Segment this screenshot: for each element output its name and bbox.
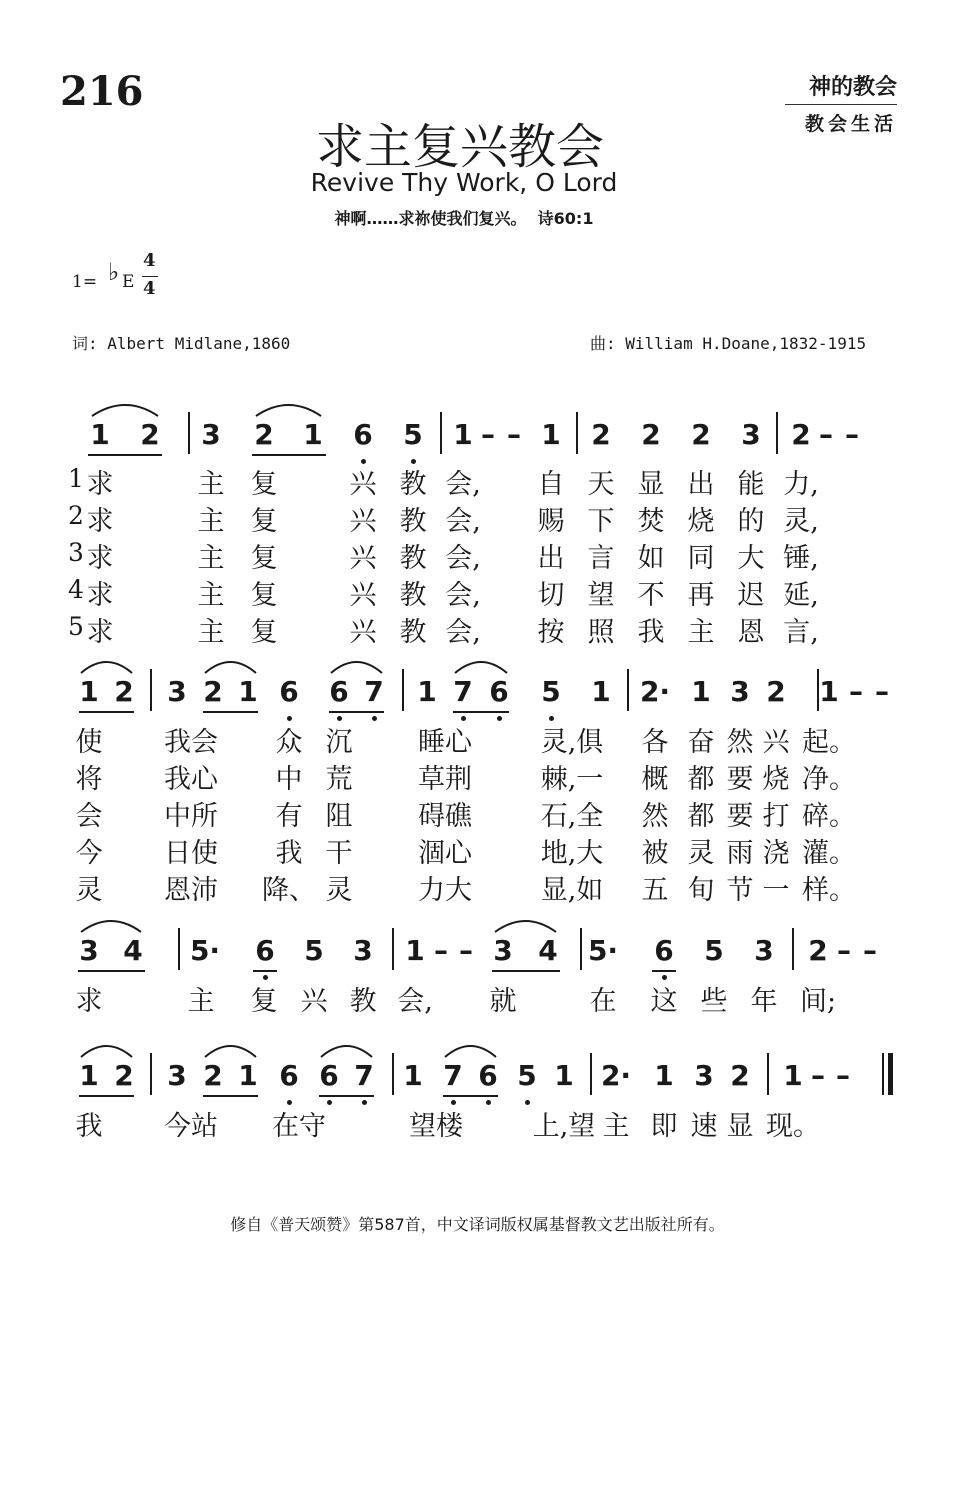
- lyric-syllable: 今: [75, 838, 103, 869]
- jianpu-note: 7: [443, 1059, 463, 1092]
- slur-arc: [79, 1041, 134, 1059]
- lyric-syllable: 出: [687, 469, 715, 500]
- lyric-syllable: 如: [637, 543, 665, 574]
- lyric-syllable: 再: [687, 580, 715, 611]
- lyric-syllable: 按: [537, 617, 565, 648]
- lyric-syllable: 都: [687, 801, 715, 832]
- lyric-syllable: 打: [762, 801, 790, 832]
- lyric-syllable: 干: [325, 838, 353, 869]
- lyric-syllable: 我心: [164, 764, 218, 795]
- lyric-syllable: 会,: [445, 469, 481, 500]
- jianpu-note: 3: [730, 675, 750, 708]
- jianpu-note: 6: [329, 675, 349, 708]
- lyric-syllable: 出: [537, 543, 565, 574]
- jianpu-note: 5: [541, 675, 561, 708]
- jianpu-note: 2: [766, 675, 786, 708]
- lyricist-credit: 词: Albert Midlane,1860: [72, 334, 291, 353]
- lyric-syllable: 众: [275, 727, 303, 758]
- lyric-syllable: 下: [587, 506, 615, 537]
- beam-underline: [203, 711, 258, 713]
- beam-underline: [78, 970, 145, 972]
- lyric-syllable: 显: [637, 469, 665, 500]
- lyric-syllable: 现。: [766, 1111, 820, 1142]
- lyric-syllable: 间;: [799, 986, 837, 1017]
- lyric-syllable: 各: [641, 727, 669, 758]
- lyric-syllable: 地,大: [540, 838, 604, 869]
- lyric-syllable: 教: [399, 580, 427, 611]
- jianpu-note: 3: [741, 418, 761, 451]
- verse-number: 1: [68, 464, 84, 493]
- lyric-syllable: 求: [86, 617, 114, 648]
- lyric-syllable: 睡心: [418, 727, 472, 758]
- lyric-syllable: 恩: [737, 617, 765, 648]
- lyric-syllable: 教: [399, 469, 427, 500]
- lyric-syllable: 复: [250, 617, 278, 648]
- lyric-syllable: 会: [75, 801, 103, 832]
- lyric-syllable: 求: [86, 506, 114, 537]
- beam-underline: [203, 1095, 258, 1097]
- bar-line: [792, 928, 794, 970]
- lyric-syllable: 即: [650, 1111, 678, 1142]
- lyric-syllable: 教: [349, 986, 377, 1017]
- lyric-syllable: 教: [399, 506, 427, 537]
- jianpu-note: 1: [541, 418, 561, 451]
- lower-octave-dot: [525, 1100, 530, 1105]
- lyric-syllable: 石,全: [540, 801, 604, 832]
- slur-arc: [254, 400, 323, 418]
- beam-underline: [319, 1095, 374, 1097]
- lyric-syllable: 我: [275, 838, 303, 869]
- slur-arc: [203, 657, 258, 675]
- lyric-syllable: 言,: [783, 617, 819, 648]
- lyric-syllable: 碎。: [802, 801, 856, 832]
- slur-arc: [329, 657, 384, 675]
- lyric-syllable: 都: [687, 764, 715, 795]
- lyric-syllable: 中: [275, 764, 303, 795]
- jianpu-note: 1: [417, 675, 437, 708]
- bar-line: [150, 1053, 152, 1095]
- beam-underline: [453, 711, 509, 713]
- lyric-syllable: 主: [197, 469, 225, 500]
- lyric-syllable: 主: [197, 506, 225, 537]
- lyric-syllable: 然: [641, 801, 669, 832]
- jianpu-note: 1: [79, 1059, 99, 1092]
- lyric-syllable: 中所: [164, 801, 218, 832]
- lyric-syllable: 起。: [802, 727, 856, 758]
- lyric-syllable: 的: [737, 506, 765, 537]
- verse-number: 3: [68, 538, 84, 567]
- lower-octave-dot: [486, 1100, 491, 1105]
- lyric-syllable: 兴: [349, 506, 377, 537]
- lyric-syllable: 灌。: [802, 838, 856, 869]
- lyric-syllable: 天: [587, 469, 615, 500]
- jianpu-note: 2·: [600, 1059, 632, 1092]
- lyric-syllable: 我: [637, 617, 665, 648]
- lyric-syllable: 求: [86, 580, 114, 611]
- lyric-syllable: 力大: [418, 875, 472, 906]
- jianpu-note: 2: [114, 1059, 134, 1092]
- bar-line: [767, 1053, 769, 1095]
- jianpu-note: 3: [201, 418, 221, 451]
- jianpu-note: 3: [353, 934, 373, 967]
- flat-icon: ♭: [108, 258, 120, 286]
- bar-line: [776, 412, 778, 454]
- lyric-syllable: 求: [86, 469, 114, 500]
- jianpu-note: 1: [819, 675, 839, 708]
- lyric-syllable: 被: [641, 838, 669, 869]
- lyric-syllable: 碍礁: [418, 801, 472, 832]
- lyric-syllable: 灵: [75, 875, 103, 906]
- bar-line: [402, 669, 404, 711]
- lyric-syllable: 言: [587, 543, 615, 574]
- lyric-syllable: 年: [750, 986, 778, 1017]
- lyric-syllable: 在守: [272, 1111, 326, 1142]
- lyric-syllable: 会,: [397, 986, 433, 1017]
- key-do-label: 1=: [72, 272, 98, 292]
- lyric-syllable: 我: [75, 1111, 103, 1142]
- jianpu-note: –: [845, 418, 859, 451]
- jianpu-note: 1: [691, 675, 711, 708]
- lyric-syllable: 兴: [349, 469, 377, 500]
- lyric-syllable: 要: [726, 764, 754, 795]
- lyric-syllable: 力,: [783, 469, 819, 500]
- jianpu-note: 3: [167, 1059, 187, 1092]
- lyric-syllable: 些: [700, 986, 728, 1017]
- bar-line: [392, 1053, 394, 1095]
- beam-underline: [252, 454, 326, 456]
- lyric-syllable: 照: [587, 617, 615, 648]
- jianpu-note: –: [459, 934, 473, 967]
- jianpu-note: 7: [354, 1059, 374, 1092]
- lower-octave-dot: [327, 1100, 332, 1105]
- jianpu-note: –: [434, 934, 448, 967]
- jianpu-note: 5: [517, 1059, 537, 1092]
- lyric-syllable: 会,: [445, 543, 481, 574]
- composer-credit: 曲: William H.Doane,1832-1915: [590, 334, 867, 353]
- jianpu-note: –: [819, 418, 833, 451]
- jianpu-note: –: [811, 1059, 825, 1092]
- jianpu-note: 6: [279, 1059, 299, 1092]
- lyric-syllable: 日使: [164, 838, 218, 869]
- lyric-syllable: 一: [762, 875, 790, 906]
- beam-underline: [492, 970, 560, 972]
- lyric-syllable: 旬: [687, 875, 715, 906]
- lyric-syllable: 复: [250, 469, 278, 500]
- lyric-syllable: 灵,: [783, 506, 819, 537]
- jianpu-note: 2: [730, 1059, 750, 1092]
- jianpu-note: 2: [203, 1059, 223, 1092]
- jianpu-note: 2: [791, 418, 811, 451]
- jianpu-note: 2·: [639, 675, 671, 708]
- lyric-syllable: 延,: [783, 580, 819, 611]
- lyric-syllable: 概: [641, 764, 669, 795]
- jianpu-note: –: [507, 418, 521, 451]
- lyric-syllable: 灵: [325, 875, 353, 906]
- time-denominator: 4: [143, 278, 156, 299]
- slur-arc: [493, 916, 558, 934]
- bar-line: [627, 669, 629, 711]
- verse-number: 2: [68, 501, 84, 530]
- jianpu-note: –: [875, 675, 889, 708]
- lyric-syllable: 这: [650, 986, 678, 1017]
- beam-underline: [79, 711, 134, 713]
- section-title: 神的教会: [808, 74, 897, 100]
- final-bar-line-thick: [888, 1053, 893, 1095]
- lyric-syllable: 要: [726, 801, 754, 832]
- lyric-syllable: 教: [399, 617, 427, 648]
- jianpu-note: 4: [538, 934, 558, 967]
- lyric-syllable: 会,: [445, 506, 481, 537]
- jianpu-note: –: [481, 418, 495, 451]
- bar-line: [590, 1053, 592, 1095]
- lyric-syllable: 兴: [300, 986, 328, 1017]
- lyric-syllable: 灵: [687, 838, 715, 869]
- bar-line: [576, 412, 578, 454]
- jianpu-note: 7: [364, 675, 384, 708]
- lyric-syllable: 复: [250, 580, 278, 611]
- lyric-syllable: 同: [687, 543, 715, 574]
- lyric-syllable: 兴: [762, 727, 790, 758]
- lyric-syllable: 主: [197, 617, 225, 648]
- lyric-syllable: 节: [726, 875, 754, 906]
- lyric-syllable: 奋: [687, 727, 715, 758]
- beam-underline: [443, 1095, 498, 1097]
- lyric-syllable: 然: [726, 727, 754, 758]
- hymn-number: 216: [60, 68, 144, 115]
- slur-arc: [453, 657, 509, 675]
- jianpu-note: 1: [238, 675, 258, 708]
- lyric-syllable: 荒: [325, 764, 353, 795]
- lower-octave-dot: [362, 1100, 367, 1105]
- lyric-syllable: 教: [399, 543, 427, 574]
- lyric-syllable: 会,: [445, 580, 481, 611]
- jianpu-note: 3: [694, 1059, 714, 1092]
- lyric-syllable: 能: [737, 469, 765, 500]
- lyric-syllable: 涸心: [418, 838, 472, 869]
- hymn-title-english: Revive Thy Work, O Lord: [310, 168, 618, 197]
- lower-octave-dot: [372, 716, 377, 721]
- lyric-syllable: 主: [687, 617, 715, 648]
- lyric-syllable: 复: [250, 543, 278, 574]
- lyric-syllable: 焚: [637, 506, 665, 537]
- jianpu-note: –: [836, 1059, 850, 1092]
- lyric-syllable: 兴: [349, 580, 377, 611]
- jianpu-note: 3: [493, 934, 513, 967]
- lyric-syllable: 赐: [537, 506, 565, 537]
- slur-arc: [319, 1041, 374, 1059]
- jianpu-note: 2: [691, 418, 711, 451]
- lyric-syllable: 上,望: [532, 1111, 596, 1142]
- lyric-syllable: 浇: [762, 838, 790, 869]
- jianpu-note: 1: [453, 418, 473, 451]
- jianpu-note: 6: [319, 1059, 339, 1092]
- lyric-syllable: 显: [726, 1111, 754, 1142]
- subsection-title: 教会生活: [804, 113, 897, 135]
- lyric-syllable: 求: [86, 543, 114, 574]
- lyric-syllable: 降、: [262, 875, 316, 906]
- lyric-syllable: 不: [637, 580, 665, 611]
- lyric-syllable: 复: [250, 506, 278, 537]
- time-divider: [142, 276, 158, 277]
- jianpu-note: 6: [478, 1059, 498, 1092]
- jianpu-note: –: [849, 675, 863, 708]
- lyric-syllable: 主: [197, 543, 225, 574]
- time-numerator: 4: [143, 250, 156, 271]
- hymn-title: 求主复兴教会: [315, 119, 604, 175]
- jianpu-note: 1: [403, 1059, 423, 1092]
- jianpu-note: 2: [641, 418, 661, 451]
- jianpu-note: 6: [353, 418, 373, 451]
- beam-underline: [79, 1095, 134, 1097]
- lyric-syllable: 使: [75, 727, 103, 758]
- jianpu-note: 5·: [189, 934, 221, 967]
- jianpu-note: –: [863, 934, 877, 967]
- bar-line: [150, 669, 152, 711]
- lyric-syllable: 主: [197, 580, 225, 611]
- lyric-syllable: 在: [589, 986, 617, 1017]
- jianpu-note: 5: [304, 934, 324, 967]
- jianpu-note: 2: [254, 418, 274, 451]
- scripture-epigraph: 神啊……求祢使我们复兴。 诗60:1: [334, 209, 594, 228]
- slur-arc: [203, 1041, 258, 1059]
- jianpu-note: 1: [405, 934, 425, 967]
- lyric-syllable: 兴: [349, 617, 377, 648]
- lyric-syllable: 大: [737, 543, 765, 574]
- lyric-syllable: 草荆: [418, 764, 472, 795]
- lyric-syllable: 速: [690, 1111, 718, 1142]
- jianpu-note: 1: [783, 1059, 803, 1092]
- jianpu-note: 2: [591, 418, 611, 451]
- verse-number: 5: [68, 612, 84, 641]
- jianpu-note: 3: [167, 675, 187, 708]
- lyric-syllable: 雨: [726, 838, 754, 869]
- jianpu-note: 6: [654, 934, 674, 967]
- lyric-syllable: 烧: [687, 506, 715, 537]
- beam-underline: [329, 711, 384, 713]
- lyric-syllable: 沉: [325, 727, 353, 758]
- lyric-syllable: 复: [250, 986, 278, 1017]
- lyric-syllable: 灵,俱: [540, 727, 604, 758]
- jianpu-note: 1: [79, 675, 99, 708]
- lyric-syllable: 恩沛: [164, 875, 218, 906]
- key-name: E: [122, 272, 135, 292]
- jianpu-note: 6: [279, 675, 299, 708]
- beam-underline: [253, 970, 277, 972]
- beam-underline: [652, 970, 676, 972]
- jianpu-note: 6: [255, 934, 275, 967]
- lyric-syllable: 烧: [762, 764, 790, 795]
- jianpu-note: 6: [489, 675, 509, 708]
- copyright-footer: 修自《普天颂赞》第587首，中文译词版权属基督教文艺出版社所有。: [230, 1215, 725, 1234]
- lyric-syllable: 我会: [164, 727, 218, 758]
- slur-arc: [79, 657, 134, 675]
- lyric-syllable: 锤,: [783, 543, 819, 574]
- lyric-syllable: 切: [537, 580, 565, 611]
- jianpu-note: 1: [591, 675, 611, 708]
- lyric-syllable: 迟: [737, 580, 765, 611]
- jianpu-note: 2: [808, 934, 828, 967]
- jianpu-note: 3: [79, 934, 99, 967]
- jianpu-note: 5·: [587, 934, 619, 967]
- jianpu-note: 5: [403, 418, 423, 451]
- jianpu-note: 2: [140, 418, 160, 451]
- jianpu-note: 1: [554, 1059, 574, 1092]
- lyric-syllable: 阻: [325, 801, 353, 832]
- jianpu-note: 5: [704, 934, 724, 967]
- jianpu-note: 1: [654, 1059, 674, 1092]
- jianpu-note: –: [837, 934, 851, 967]
- lyric-syllable: 望: [587, 580, 615, 611]
- slur-arc: [79, 916, 143, 934]
- lyric-syllable: 有: [275, 801, 303, 832]
- lyric-syllable: 五: [641, 875, 669, 906]
- jianpu-note: 1: [238, 1059, 258, 1092]
- lyric-syllable: 净。: [802, 764, 856, 795]
- jianpu-note: 2: [114, 675, 134, 708]
- jianpu-note: 1: [303, 418, 323, 451]
- slur-arc: [90, 400, 160, 418]
- lyric-syllable: 样。: [802, 875, 856, 906]
- jianpu-note: 2: [203, 675, 223, 708]
- jianpu-note: 7: [453, 675, 473, 708]
- lyric-syllable: 显,如: [540, 875, 604, 906]
- slur-arc: [443, 1041, 498, 1059]
- lyric-syllable: 今站: [164, 1111, 218, 1142]
- final-bar-line: [882, 1053, 884, 1095]
- section-divider: [785, 104, 897, 105]
- bar-line: [440, 412, 442, 454]
- lyric-syllable: 主: [187, 986, 215, 1017]
- verse-number: 4: [68, 575, 84, 604]
- bar-line: [178, 928, 180, 970]
- lyric-syllable: 求: [75, 986, 103, 1017]
- bar-line: [817, 669, 819, 711]
- lyric-syllable: 兴: [349, 543, 377, 574]
- lyric-syllable: 望楼: [409, 1111, 463, 1142]
- bar-line: [188, 412, 190, 454]
- bar-line: [580, 928, 582, 970]
- jianpu-note: 3: [754, 934, 774, 967]
- lyric-syllable: 就: [489, 986, 517, 1017]
- lyric-syllable: 将: [75, 764, 103, 795]
- beam-underline: [88, 454, 162, 456]
- lyric-syllable: 棘,一: [540, 764, 604, 795]
- lower-octave-dot: [497, 716, 502, 721]
- lyric-syllable: 自: [537, 469, 565, 500]
- lyric-syllable: 主: [602, 1111, 630, 1142]
- lyric-syllable: 会,: [445, 617, 481, 648]
- jianpu-note: 4: [123, 934, 143, 967]
- jianpu-note: 1: [90, 418, 110, 451]
- bar-line: [392, 928, 394, 970]
